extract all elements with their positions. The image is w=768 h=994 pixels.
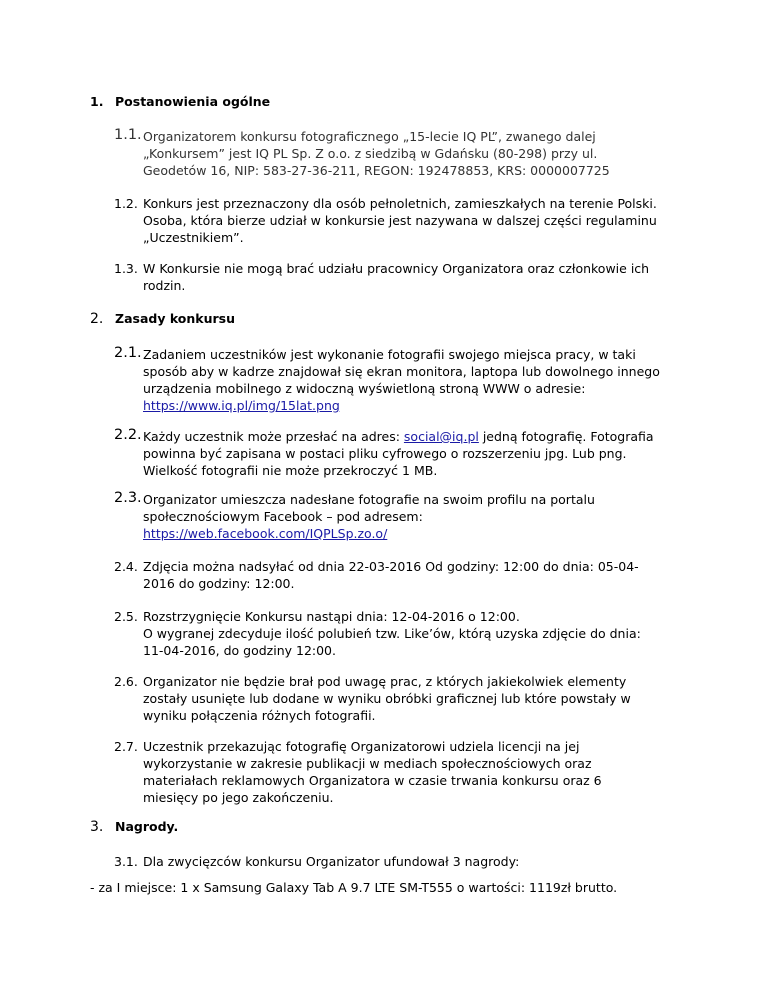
- item-1-3: [114, 260, 674, 294]
- item-line: Uczestnik przekazując fotografię Organizatorowi udziela licencji na jej: [143, 739, 580, 754]
- item-line: rodzin.: [143, 278, 186, 293]
- item-number: 2.3.: [114, 490, 142, 506]
- prize-line: - za I miejsce: 1 x Samsung Galaxy Tab A 9.7 LTE SM-T555 o wartości: 1119zł brutto.: [90, 880, 618, 895]
- section-title: Postanowienia ogólne: [115, 94, 271, 109]
- item-number: 1.1.: [114, 127, 142, 143]
- item-line: Organizatorem konkursu fotograficznego „15-lecie IQ PL”, zwanego dalej: [143, 129, 596, 144]
- item-2-6: [114, 673, 674, 724]
- item-number: 2.2.: [114, 427, 142, 443]
- item-2-4: [114, 558, 674, 592]
- item-number: 2.4.: [114, 559, 138, 574]
- item-line: Organizator umieszcza nadesłane fotografie na swoim profilu na portalu: [143, 492, 595, 507]
- item-2-1: [114, 346, 674, 414]
- item-2-2: [114, 428, 674, 479]
- item-1-1: [114, 128, 674, 179]
- item-number: 1.2.: [114, 196, 138, 211]
- item-line: sposób aby w kadrze znajdował się ekran monitora, laptopa lub dowolnego innego: [143, 364, 660, 379]
- item-line: Rozstrzygnięcie Konkursu nastąpi dnia: 12-04-2016 o 12:00.: [143, 609, 520, 624]
- item-text: Każdy uczestnik może przesłać na adres:: [143, 429, 404, 444]
- item-number: 3.1.: [114, 854, 138, 869]
- item-line: wykorzystanie w zakresie publikacji w mediach społecznościowych oraz: [143, 756, 592, 771]
- item-number: 2.1.: [114, 345, 142, 361]
- section-title: Zasady konkursu: [115, 311, 236, 326]
- item-line: „Konkursem” jest IQ PL Sp. Z o.o. z siedzibą w Gdańsku (80-298) przy ul.: [143, 146, 598, 161]
- item-2-5: [114, 608, 674, 659]
- item-1-2: [114, 195, 674, 246]
- item-line: Wielkość fotografii nie może przekroczyć 1 MB.: [143, 463, 438, 478]
- item-line: Organizator nie będzie brał pod uwagę prac, z których jakiekolwiek elementy: [143, 674, 627, 689]
- facebook-link[interactable]: https://web.facebook.com/IQPLSp.zo.o/: [143, 526, 388, 541]
- item-line: Zdjęcia można nadsyłać od dnia 22-03-2016 Od godziny: 12:00 do dnia: 05-04-: [143, 559, 639, 574]
- item-line: W Konkursie nie mogą brać udziału pracownicy Organizatora oraz członkowie ich: [143, 261, 650, 276]
- section-number: 3.: [90, 819, 104, 835]
- item-number: 2.6.: [114, 674, 138, 689]
- section-heading-1: [90, 94, 270, 109]
- item-text: jedną fotografię. Fotografia: [478, 429, 654, 444]
- item-line: materiałach reklamowych Organizatora w czasie trwania konkursu oraz 6: [143, 773, 602, 788]
- section-heading-2: [90, 311, 235, 327]
- section-number: 1.: [90, 94, 104, 109]
- item-2-7: [114, 738, 674, 806]
- image-link[interactable]: https://www.iq.pl/img/15lat.png: [143, 398, 340, 413]
- item-2-3: [114, 491, 674, 542]
- email-link[interactable]: social@iq.pl: [403, 429, 479, 444]
- item-number: 1.3.: [114, 261, 138, 276]
- item-line: zostały usunięte lub dodane w wyniku obróbki graficznej lub które powstały w: [143, 691, 631, 706]
- item-line: społecznościowym Facebook – pod adresem:: [143, 509, 423, 524]
- item-line: 2016 do godziny: 12:00.: [143, 576, 295, 591]
- item-line: „Uczestnikiem”.: [143, 230, 244, 245]
- item-line: miesięcy po jego zakończeniu.: [143, 790, 334, 805]
- item-line: wyniku połączenia różnych fotografii.: [143, 708, 376, 723]
- item-line: Geodetów 16, NIP: 583-27-36-211, REGON: 192478853, KRS: 0000007725: [143, 163, 610, 178]
- section-number: 2.: [90, 311, 104, 327]
- item-line: urządzenia mobilnego z widoczną wyświetloną stroną WWW o adresie:: [143, 381, 586, 396]
- item-number: 2.7.: [114, 739, 138, 754]
- item-line: powinna być zapisana w postaci pliku cyfrowego o rozszerzeniu jpg. Lub png.: [143, 446, 627, 461]
- item-line: Osoba, która bierze udział w konkursie jest nazywana w dalszej części regulaminu: [143, 213, 657, 228]
- item-line: Zadaniem uczestników jest wykonanie fotografii swojego miejsca pracy, w taki: [143, 347, 636, 362]
- item-line: O wygranej zdecyduje ilość polubień tzw. Like’ów, którą uzyska zdjęcie do dnia:: [143, 626, 641, 641]
- item-line: Konkurs jest przeznaczony dla osób pełnoletnich, zamieszkałych na terenie Polski.: [143, 196, 657, 211]
- section-heading-3: [90, 819, 178, 835]
- item-3-1: [114, 853, 674, 870]
- item-line: 11-04-2016, do godziny 12:00.: [143, 643, 336, 658]
- item-line: Dla zwycięzców konkursu Organizator ufundował 3 nagrody:: [143, 854, 520, 869]
- section-title: Nagrody.: [115, 819, 179, 834]
- item-number: 2.5.: [114, 609, 138, 624]
